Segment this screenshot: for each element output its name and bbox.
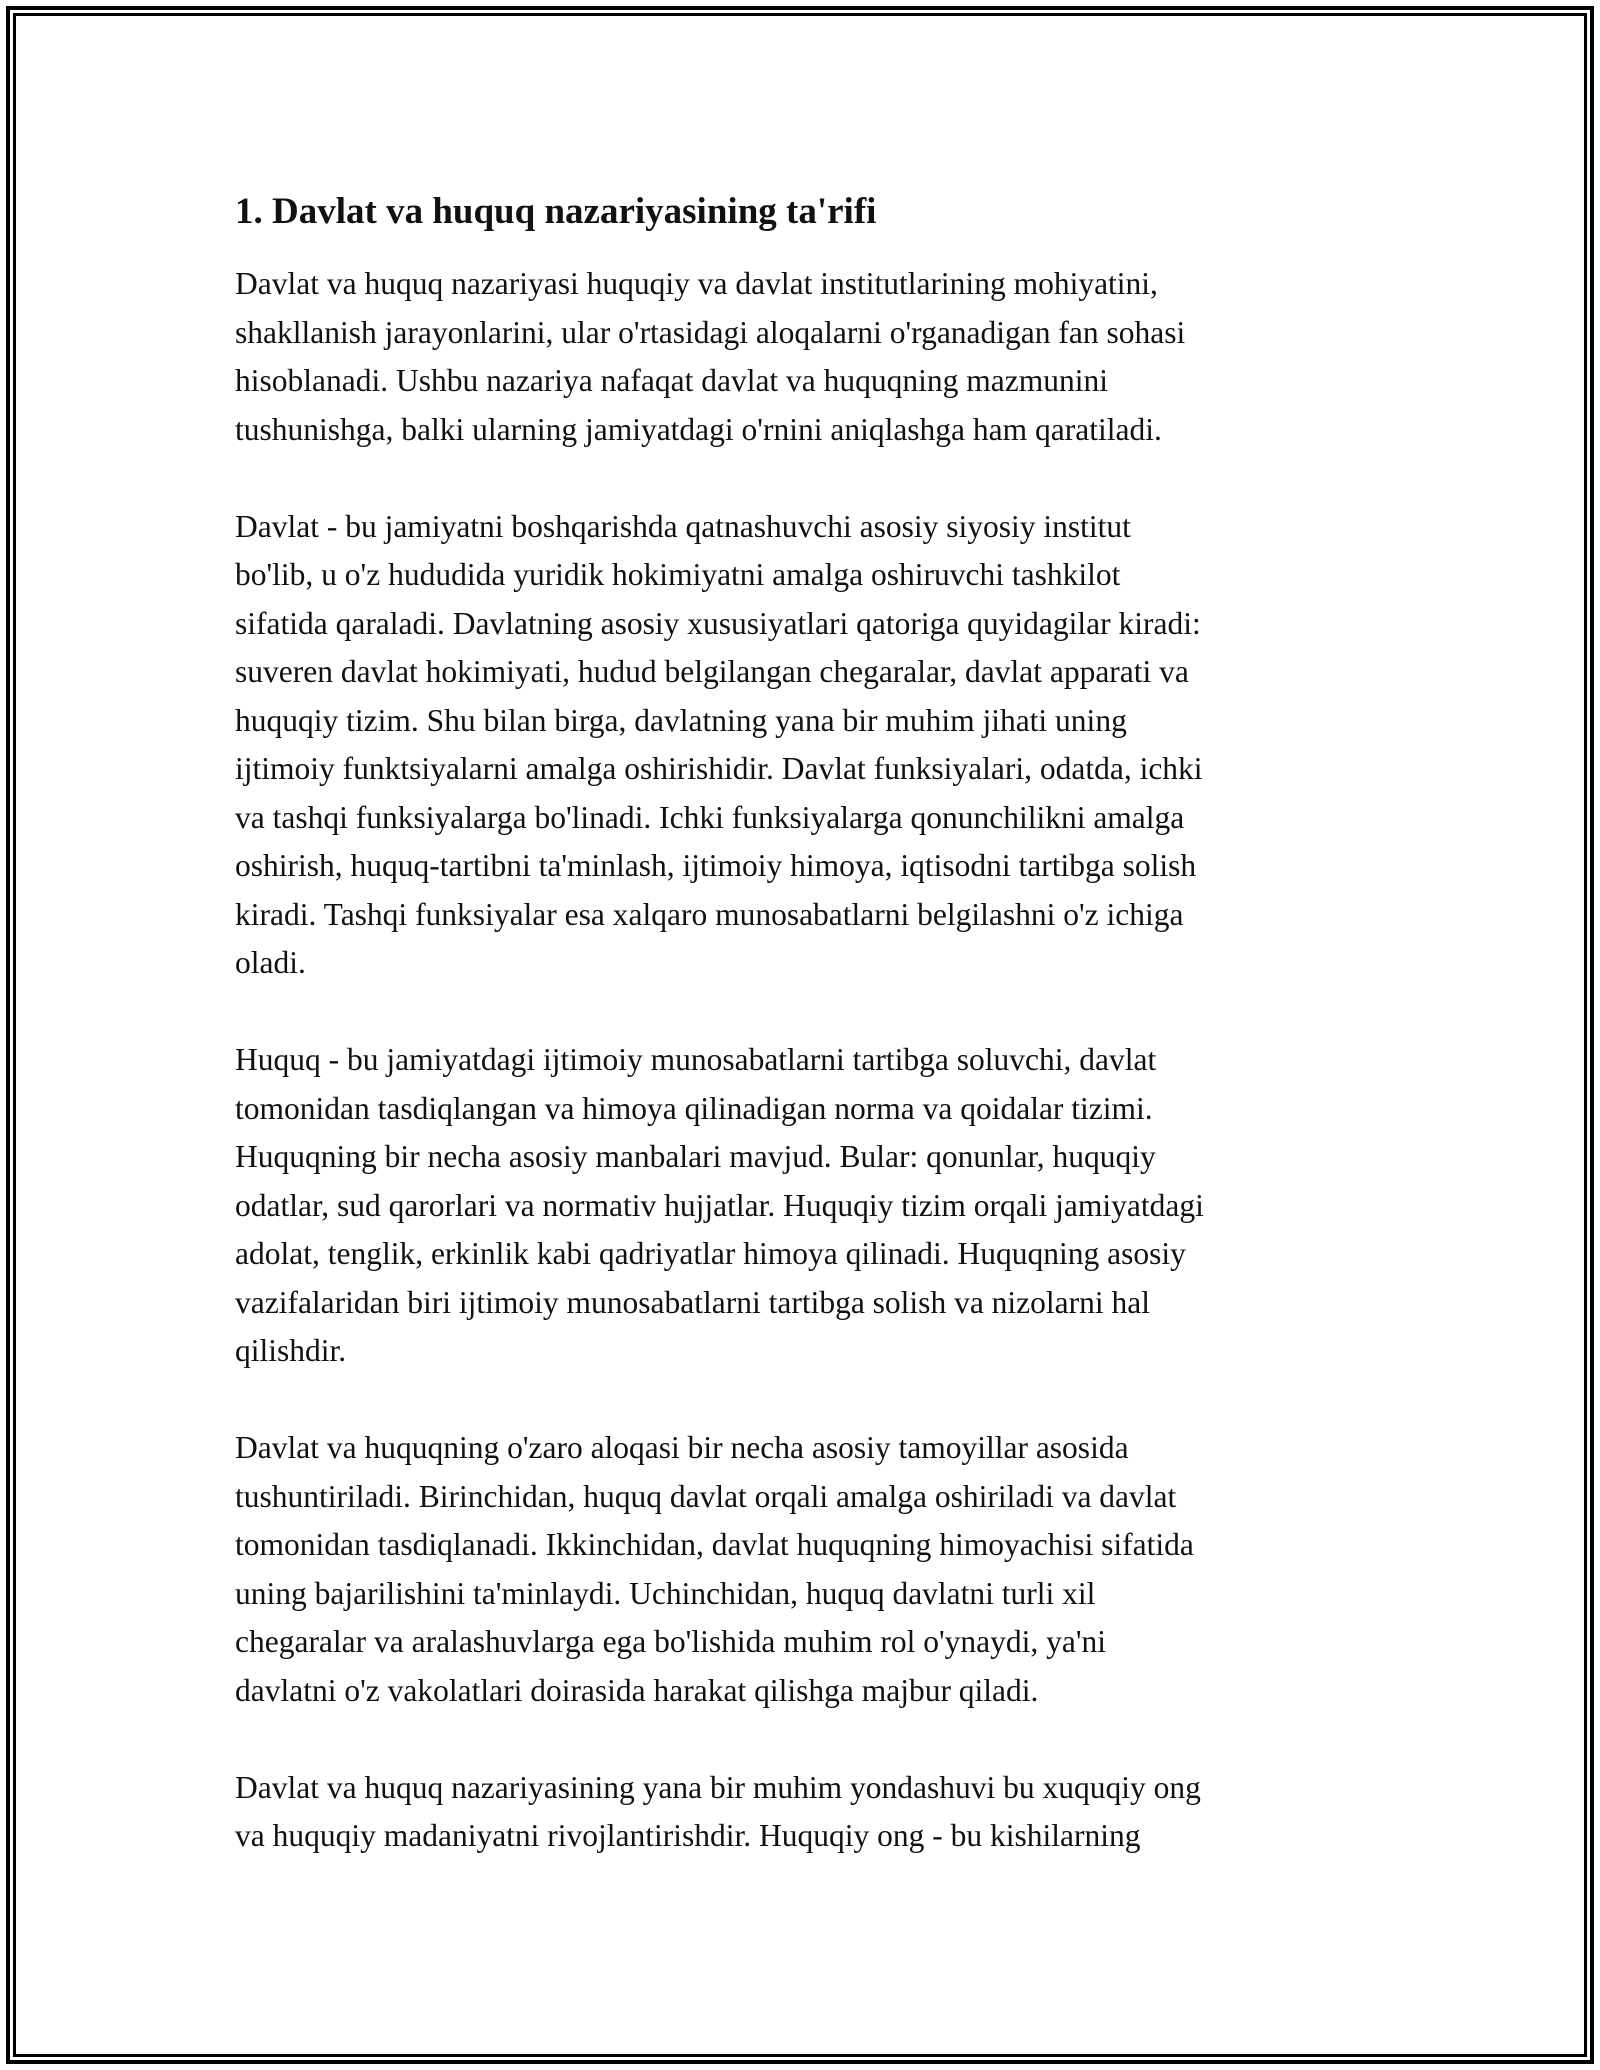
paragraph-line: uning bajarilishini ta'minlaydi. Uchinchidan, huquq davlatni turli xil <box>235 1575 1096 1611</box>
paragraph-3 <box>235 1036 1375 1376</box>
paragraph-line: va tashqi funksiyalarga bo'linadi. Ichki funksiyalarga qonunchilikni amalga <box>235 799 1185 835</box>
paragraph-line: hisoblanadi. Ushbu nazariya nafaqat davlat va huquqning mazmunini <box>235 363 1109 398</box>
paragraph-line: shakllanish jarayonlarini, ular o'rtasidagi aloqalarni o'rganadigan fan sohasi <box>235 314 1186 350</box>
paragraph-line: tushuntiriladi. Birinchidan, huquq davlat orqali amalga oshiriladi va davlat <box>235 1478 1177 1514</box>
paragraph-line: oladi. <box>235 945 306 980</box>
paragraph-line: va huquqiy madaniyatni rivojlantirishdir. Huquqiy ong - bu kishilarning <box>235 1818 1141 1853</box>
paragraph-line: Huquq - bu jamiyatdagi ijtimoiy munosabatlarni tartibga soluvchi, davlat <box>235 1042 1157 1077</box>
paragraph-4 <box>235 1424 1375 1715</box>
paragraph-line: chegaralar va aralashuvlarga ega bo'lishida muhim rol o'ynaydi, ya'ni <box>235 1624 1107 1659</box>
paragraph-5 <box>235 1764 1375 1861</box>
paragraph-1 <box>235 260 1375 454</box>
paragraph-line: qilishdir. <box>235 1333 347 1368</box>
paragraph-line: suveren davlat hokimiyati, hudud belgilangan chegaralar, davlat apparati va <box>235 654 1189 689</box>
paragraph-line: Davlat va huquq nazariyasining yana bir muhim yondashuvi bu xuquqiy ong <box>235 1769 1201 1805</box>
paragraph-2 <box>235 503 1375 988</box>
paragraph-line: Davlat - bu jamiyatni boshqarishda qatnashuvchi asosiy siyosiy institut <box>235 508 1131 544</box>
paragraph-line: ijtimoiy funktsiyalarni amalga oshirishidir. Davlat funksiyalari, odatda, ichki <box>235 751 1203 786</box>
paragraph-line: tomonidan tasdiqlanadi. Ikkinchidan, davlat huquqning himoyachisi sifatida <box>235 1527 1194 1562</box>
document-body <box>235 186 1375 1909</box>
paragraph-line: bo'lib, u o'z hududida yuridik hokimiyatni amalga oshiruvchi tashkilot <box>235 557 1121 592</box>
paragraph-line: odatlar, sud qarorlari va normativ hujjatlar. Huquqiy tizim orqali jamiyatdagi <box>235 1187 1204 1223</box>
paragraph-line: oshirish, huquq-tartibni ta'minlash, ijtimoiy himoya, iqtisodni tartibga solish <box>235 848 1197 883</box>
paragraph-line: adolat, tenglik, erkinlik kabi qadriyatlar himoya qilinadi. Huquqning asosiy <box>235 1236 1186 1271</box>
paragraph-list <box>235 260 1375 1861</box>
section-heading: 1. Davlat va huquq nazariyasining ta'rifi <box>235 191 877 232</box>
paragraph-line: Huquqning bir necha asosiy manbalari mavjud. Bular: qonunlar, huquqiy <box>235 1139 1156 1174</box>
paragraph-line: tushunishga, balki ularning jamiyatdagi o'rnini aniqlashga ham qaratiladi. <box>235 411 1162 447</box>
paragraph-line: sifatida qaraladi. Davlatning asosiy xususiyatlari qatoriga quyidagilar kiradi: <box>235 605 1201 641</box>
paragraph-line: tomonidan tasdiqlangan va himoya qilinadigan norma va qoidalar tizimi. <box>235 1090 1153 1126</box>
paragraph-line: kiradi. Tashqi funksiyalar esa xalqaro munosabatlarni belgilashni o'z ichiga <box>235 896 1184 932</box>
paragraph-line: Davlat va huquq nazariyasi huquqiy va davlat institutlarining mohiyatini, <box>235 266 1158 301</box>
paragraph-line: huquqiy tizim. Shu bilan birga, davlatning yana bir muhim jihati uning <box>235 702 1127 738</box>
paragraph-line: Davlat va huquqning o'zaro aloqasi bir necha asosiy tamoyillar asosida <box>235 1430 1129 1465</box>
paragraph-line: vazifalaridan biri ijtimoiy munosabatlarni tartibga solish va nizolarni hal <box>235 1284 1150 1320</box>
paragraph-line: davlatni o'z vakolatlari doirasida harakat qilishga majbur qiladi. <box>235 1672 1039 1708</box>
